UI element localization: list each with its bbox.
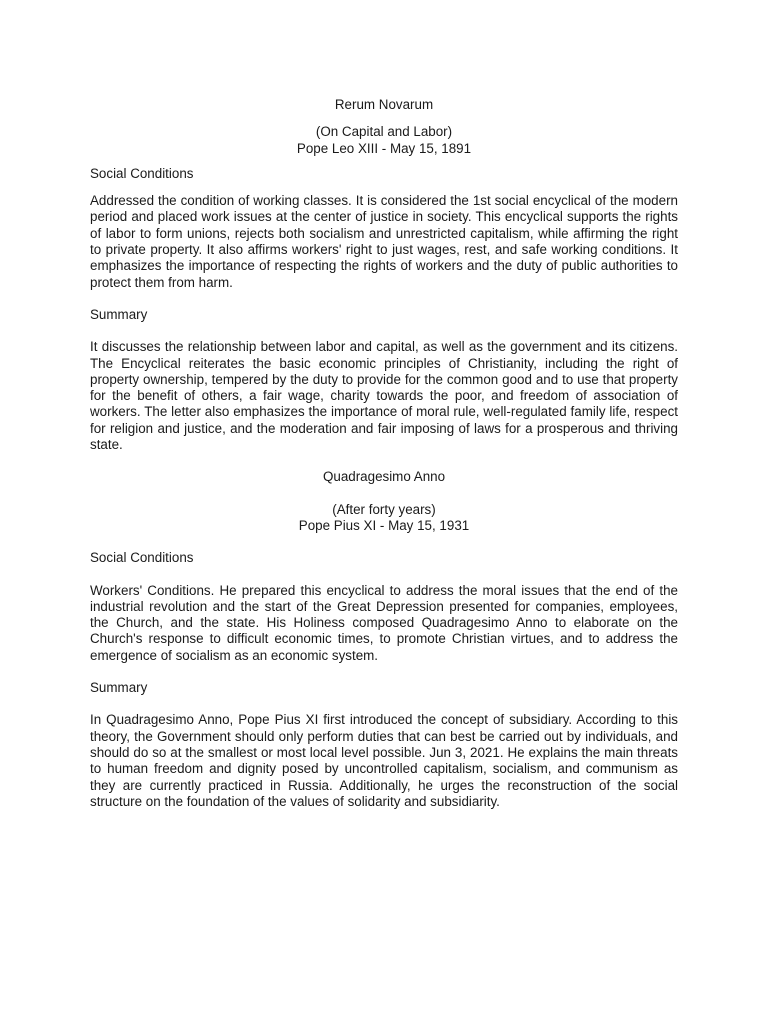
- section-title: Rerum Novarum: [334, 97, 434, 112]
- summary-heading: Summary: [90, 680, 148, 696]
- section-author-line: Pope Leo XIII - May 15, 1891: [296, 140, 472, 156]
- section-title: Quadragesimo Anno: [322, 469, 446, 485]
- summary-paragraph: In Quadragesimo Anno, Pope Pius XI first introduced the concept of subsidiary. According to this theory, the Government should only perform duties that can best be carried out by individuals, and should do so at the smallest or most local level possible. Jun 3, 2021. He explains the main threats to human freedom and dignity posed by uncontrolled capitalism, socialism, and communism as they are currently practiced in Russia. Additionally, he urges the reconstruction of the social structure on the foundation of the values of solidarity and subsidiarity.: [90, 712, 678, 809]
- summary-heading: Summary: [90, 306, 148, 322]
- social-conditions-heading: Social Conditions: [90, 550, 194, 566]
- social-conditions-paragraph: Workers' Conditions. He prepared this encyclical to address the moral issues that the end of the industrial revolution and the start of the Great Depression presented for companies, employees, the Church, and the state. His Holiness composed Quadragesimo Anno to elaborate on the Church's response to difficult economic times, to promote Christian virtues, and to address the emergence of socialism as an economic system.: [90, 582, 678, 663]
- section-subtitle: (On Capital and Labor): [315, 124, 453, 140]
- encyclical-section-rerum-novarum: [90, 97, 678, 453]
- encyclical-section-quadragesimo-anno: [90, 469, 678, 810]
- section-subtitle: (After forty years): [332, 501, 436, 517]
- social-conditions-paragraph: Addressed the condition of working classes. It is considered the 1st social encyclical of the modern period and placed work issues at the center of justice in society. This encyclical supports the rights of labor to form unions, rejects both socialism and unrestricted capitalism, while affirming the right to private property. It also affirms workers' right to just wages, rest, and safe working conditions. It emphasizes the importance of respecting the rights of workers and the duty of public authorities to protect them from harm.: [90, 193, 678, 290]
- summary-paragraph: It discusses the relationship between labor and capital, as well as the government and its citizens. The Encyclical reiterates the basic economic principles of Christianity, including the right of property ownership, tempered by the duty to provide for the common good and to use that property for the benefit of others, a fair wage, charity towards the poor, and freedom of association of workers. The letter also emphasizes the importance of moral rule, well-regulated family life, respect for religion and justice, and the moderation and fair imposing of laws for a prosperous and thriving state.: [90, 339, 678, 453]
- section-author-line: Pope Pius XI - May 15, 1931: [298, 517, 470, 533]
- social-conditions-heading: Social Conditions: [90, 165, 194, 181]
